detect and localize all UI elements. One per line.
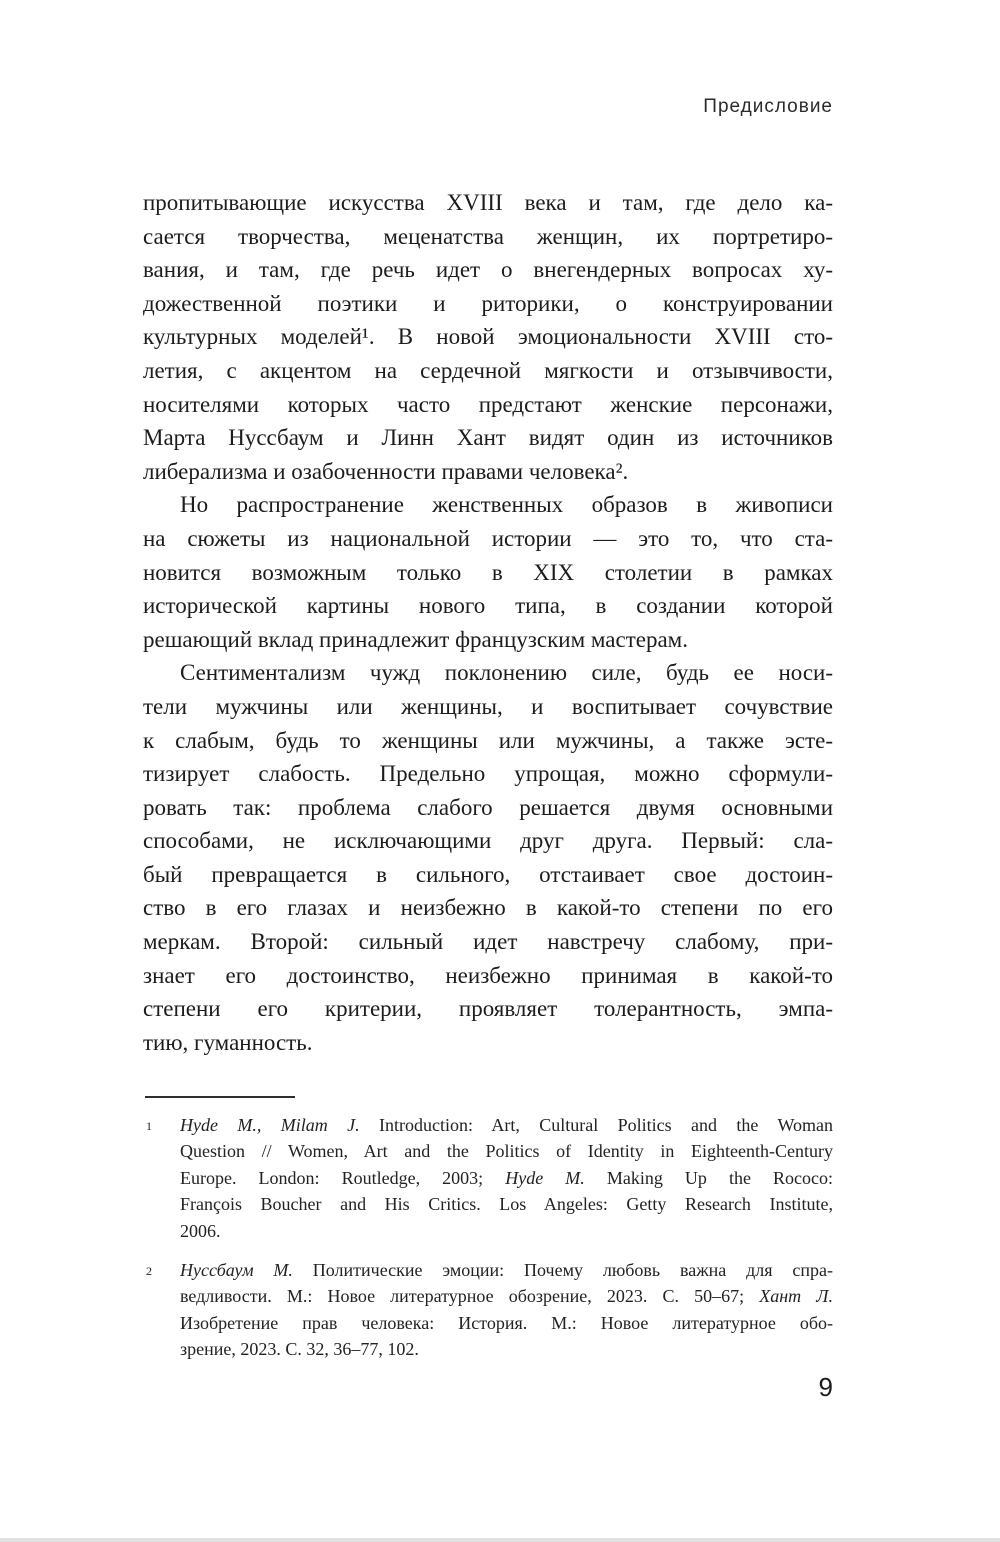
body-line: тели мужчины или женщины, и воспитывает сочувствие [143, 693, 833, 719]
body-line: вания, и там, где речь идет о внегендерных вопросах ху- [143, 257, 833, 283]
body-line: носителями которых часто предстают женские персонажи, [143, 391, 833, 417]
paragraph [143, 488, 833, 656]
footnote-author: Hyde M., Milam J. [180, 1115, 360, 1135]
body-line: сается творчества, меценатства женщин, их портретиро- [143, 223, 833, 249]
footnote-line [180, 1283, 833, 1309]
footnote-text: 2006. [180, 1220, 221, 1241]
footnote [143, 1257, 833, 1363]
footnote-line [180, 1257, 833, 1283]
page-number: 9 [818, 1372, 833, 1402]
body-line: пропитывающие искусства XVIII века и там, где дело ка- [143, 190, 833, 215]
body-line: тизирует слабость. Предельно упрощая, можно сформули- [143, 761, 833, 787]
body-line: Марта Нуссбаум и Линн Хант видят один из источников [143, 425, 833, 451]
running-header: Предисловие [703, 96, 833, 117]
footnote-line [180, 1336, 833, 1362]
body-line: степени его критерии, проявляет толерантность, эмпа- [143, 996, 833, 1022]
footnote-text: зрение, 2023. С. 32, 36–77, 102. [180, 1339, 419, 1360]
paragraph [143, 186, 833, 488]
footnote-text: Политические эмоции: Почему любовь важна для спра- [292, 1260, 833, 1281]
body-line: меркам. Второй: сильный идет навстречу слабому, при- [143, 929, 833, 955]
body-line: либерализма и озабоченности правами человека². [143, 458, 629, 484]
footnote-text: Question // Women, Art and the Politics of Identity in Eighteenth-Century [180, 1141, 833, 1162]
footnote-text: ведливости. М.: Новое литературное обозрение, 2023. С. 50–67; [180, 1286, 760, 1307]
footnote-author: Hyde M. [505, 1167, 585, 1188]
footnote-text: Europe. London: Routledge, 2003; [180, 1167, 506, 1188]
page-body [143, 186, 833, 1059]
footnote-line [180, 1310, 833, 1336]
footnote-marker: 2 [146, 1264, 152, 1279]
body-line: культурных моделей¹. В новой эмоциональности XVIII сто- [143, 324, 833, 350]
paragraph [143, 656, 833, 1059]
body-line: бый превращается в сильного, отстаивает свое достоин- [143, 861, 833, 887]
body-line: на сюжеты из национальной истории — это то, что ста- [143, 525, 833, 551]
body-line: новится возможным только в XIX столетии в рамках [143, 559, 833, 585]
page-bottom-edge [0, 1538, 1000, 1542]
footnote-text: Making Up the Rococo: [584, 1167, 833, 1188]
body-line: Но распространение женственных образов в живописи [180, 492, 833, 518]
body-line: исторической картины нового типа, в создании которой [143, 593, 833, 619]
footnote-text: François Boucher and His Critics. Los Angeles: Getty Research Institute, [180, 1194, 833, 1215]
footnote-line [180, 1165, 833, 1191]
footnote-text: Изобретение прав человека: История. М.: Новое литературное обо- [180, 1312, 833, 1333]
body-line: дожественной поэтики и риторики, о конструировании [143, 290, 833, 316]
footnotes [143, 1112, 833, 1363]
body-line: Сентиментализм чужд поклонению силе, будь ее носи- [180, 660, 833, 686]
footnote-line [180, 1112, 833, 1138]
footnote-author: Хант Л. [759, 1286, 833, 1307]
body-line: способами, не исключающими друг друга. Первый: сла- [143, 828, 833, 854]
body-line: к слабым, будь то женщины или мужчины, а также эсте- [143, 727, 833, 753]
footnote-line [180, 1191, 833, 1217]
body-line: решающий вклад принадлежит французским мастерам. [143, 626, 688, 652]
body-line: ство в его глазах и неизбежно в какой-то степени по его [143, 895, 833, 921]
body-line: знает его достоинство, неизбежно принимая в какой-то [143, 962, 833, 988]
body-line: тию, гуманность. [143, 1029, 313, 1055]
footnote-line [180, 1138, 833, 1164]
body-line: ровать так: проблема слабого решается двумя основными [143, 794, 833, 820]
footnote-text: Introduction: Art, Cultural Politics and the Woman [359, 1115, 833, 1135]
footnote-separator [145, 1096, 295, 1098]
footnote [143, 1112, 833, 1244]
footnote-author: Нуссбаум М. [180, 1260, 293, 1281]
footnote-marker: 1 [146, 1119, 152, 1133]
footnote-line [180, 1218, 833, 1244]
body-line: летия, с акцентом на сердечной мягкости и отзывчивости, [143, 357, 833, 383]
